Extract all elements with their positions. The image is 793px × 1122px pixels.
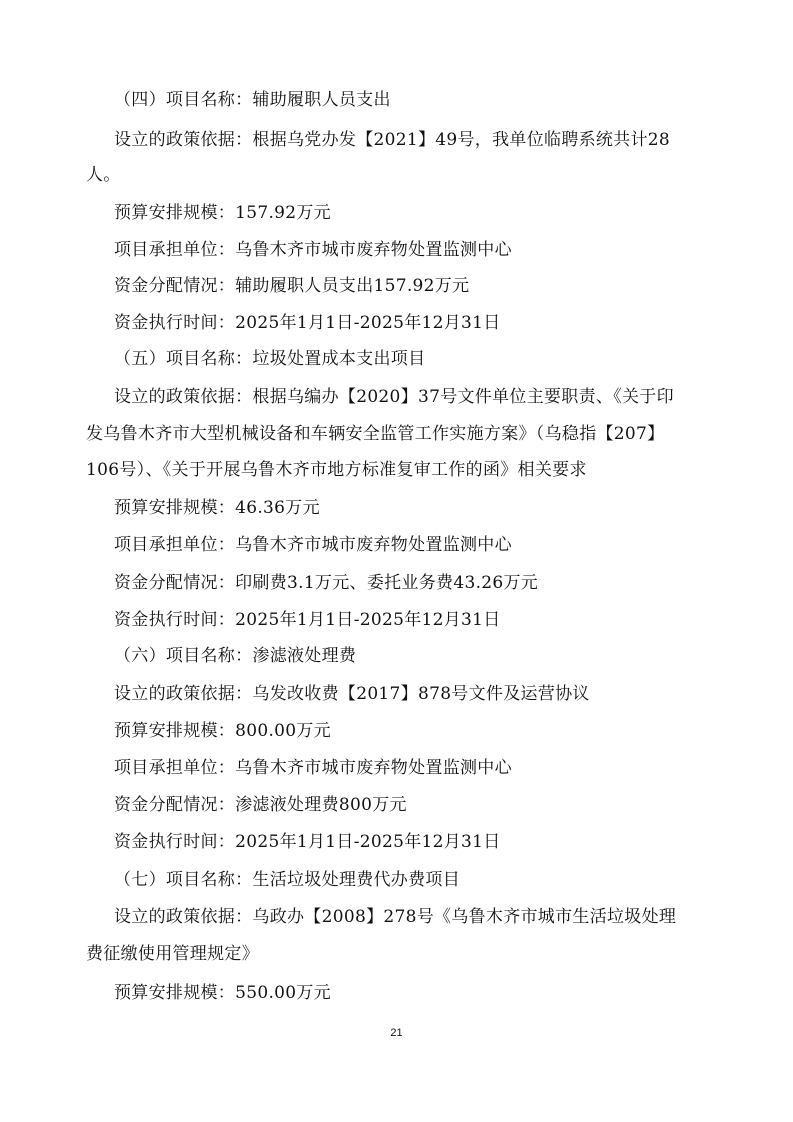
section-5-basis-line-2: 发乌鲁木齐市大型机械设备和车辆安全监管工作实施方案》（乌稳指【207】	[86, 424, 665, 444]
section-6-heading: （六）项目名称：渗滤液处理费	[114, 646, 357, 666]
section-4-allocation: 资金分配情况：辅助履职人员支出157.92万元	[114, 276, 470, 296]
section-4-basis-line-1: 设立的政策依据：根据乌党办发【2021】49号，我单位临聘系统共计28	[114, 130, 671, 150]
section-6-allocation: 资金分配情况：渗滤液处理费800万元	[114, 795, 407, 815]
section-6-budget: 预算安排规模：800.00万元	[114, 721, 331, 741]
section-6-basis-line-1: 设立的政策依据：乌发改收费【2017】878号文件及运营协议	[114, 684, 590, 704]
section-5-heading: （五）项目名称：垃圾处置成本支出项目	[114, 349, 426, 369]
section-6-unit: 项目承担单位：乌鲁木齐市城市废弃物处置监测中心	[114, 758, 512, 778]
page-number: 21	[390, 1027, 403, 1039]
section-5-basis-line-1: 设立的政策依据：根据乌编办【2020】37号文件单位主要职责、《关于印	[114, 387, 674, 407]
section-7-basis-line-2: 费征缴使用管理规定》	[86, 944, 259, 964]
section-7-budget: 预算安排规模：550.00万元	[114, 983, 331, 1003]
section-5-budget: 预算安排规模：46.36万元	[114, 498, 320, 518]
section-4-basis-line-2: 人。	[86, 165, 121, 185]
section-5-basis-line-3: 106号）、《关于开展乌鲁木齐市地方标准复审工作的函》相关要求	[86, 460, 587, 480]
section-7-heading: （七）项目名称：生活垃圾处理费代办费项目	[114, 870, 460, 890]
section-5-allocation: 资金分配情况：印刷费3.1万元、委托业务费43.26万元	[114, 573, 539, 593]
section-4-period: 资金执行时间：2025年1月1日-2025年12月31日	[114, 313, 501, 333]
section-4-unit: 项目承担单位：乌鲁木齐市城市废弃物处置监测中心	[114, 240, 512, 260]
section-4-budget: 预算安排规模：157.92万元	[114, 203, 331, 223]
section-5-unit: 项目承担单位：乌鲁木齐市城市废弃物处置监测中心	[114, 535, 512, 555]
section-7-basis-line-1: 设立的政策依据：乌政办【2008】278号《乌鲁木齐市城市生活垃圾处理	[114, 907, 677, 927]
section-5-period: 资金执行时间：2025年1月1日-2025年12月31日	[114, 610, 501, 630]
section-4-heading: （四）项目名称：辅助履职人员支出	[114, 90, 391, 110]
section-6-period: 资金执行时间：2025年1月1日-2025年12月31日	[114, 832, 501, 852]
